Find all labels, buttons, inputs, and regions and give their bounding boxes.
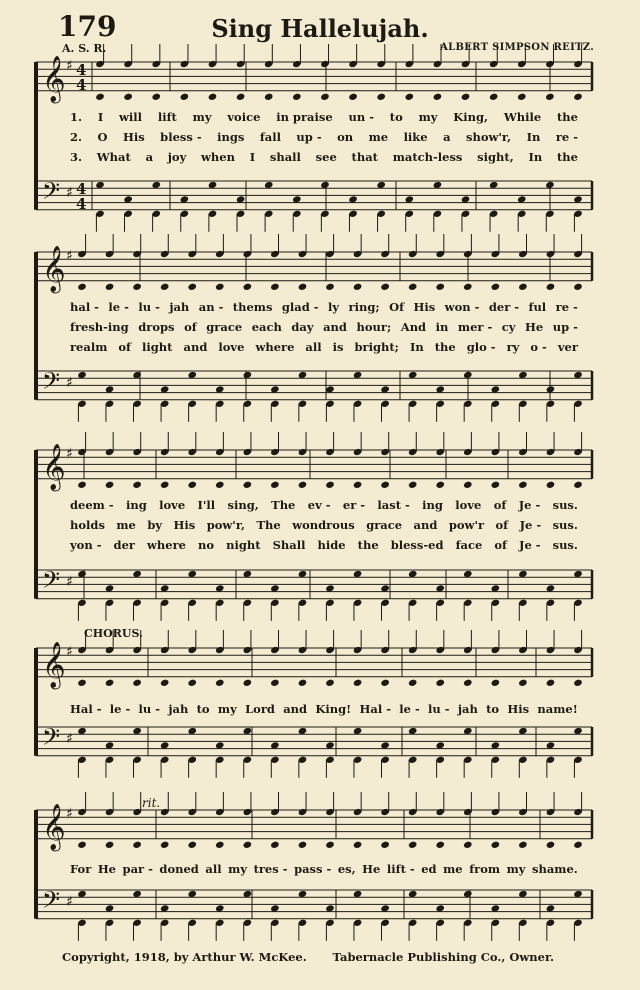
lyric-syllable: an - [198,300,224,314]
notehead [236,93,246,101]
notehead [491,841,501,849]
notehead [215,679,225,687]
lyric-syllable: won - [444,300,480,314]
lyric-syllable: the [357,538,379,552]
lyric-line-verse-3 [70,538,578,552]
notehead [187,841,197,849]
notehead [546,679,556,687]
notehead [380,679,390,687]
notehead [517,93,527,101]
lyric-syllable: ful [528,300,547,314]
notehead [123,93,133,101]
lyric-syllable: where [147,538,186,552]
lyric-syllable: King! [315,702,352,716]
lyric-syllable: when [201,150,235,164]
ritardando-mark: rit. [142,796,161,810]
lyric-syllable: par - [122,862,153,876]
lyric-syllable: fresh-ing [70,320,129,334]
lyric-syllable: shame. [532,862,578,876]
notehead [463,841,473,849]
lyric-syllable: my [418,110,438,124]
lyric-syllable: His [173,518,196,532]
notehead [353,283,363,291]
lyric-syllable: deem - [70,498,114,512]
lyric-syllable: ly [328,300,340,314]
lyric-syllable: He [362,862,381,876]
composer-name: ALBERT SIMPSON REITZ. [440,42,594,53]
notehead [408,283,418,291]
notehead [187,679,197,687]
lyric-syllable: 2. [70,130,83,144]
lyric-syllable: bless-ed [390,538,444,552]
lyric-syllable: He [525,320,544,334]
lyric-syllable: each [251,320,282,334]
treble-clef: 𝄞 [42,246,66,292]
notehead [215,481,225,489]
lyric-syllable: es, [337,862,356,876]
lyric-syllable: lu - [138,702,161,716]
lyric-syllable: King, [453,110,489,124]
notehead [573,93,583,101]
lyric-syllable: hal - [70,300,99,314]
lyric-syllable: realm [70,340,108,354]
lyric-syllable: me [443,862,463,876]
lyric-syllable: from [469,862,501,876]
notehead [435,481,445,489]
notehead [208,93,218,101]
lyric-syllable: love [218,340,245,354]
notehead [160,679,170,687]
notehead [461,93,471,101]
lyric-syllable: sing, [227,498,259,512]
lyric-syllable: sus. [552,498,578,512]
lyric-syllable: last - [377,498,410,512]
hymn-number: 179 [58,10,117,43]
notehead [463,283,473,291]
lyric-line-verse-2 [70,518,578,532]
lyric-syllable: of [495,518,509,532]
lyric-syllable: What [96,150,131,164]
lyric-syllable: my [228,862,248,876]
notehead [298,679,308,687]
notehead [491,679,501,687]
notehead [243,481,253,489]
notehead [160,841,170,849]
lyric-syllable: of [493,498,507,512]
notehead [298,481,308,489]
lyric-syllable: le - [399,702,420,716]
notehead [320,93,330,101]
lyric-syllable: a [145,150,154,164]
chorus-lyric-line [70,862,578,876]
lyric-syllable: up - [552,320,578,334]
lyric-syllable: While [503,110,542,124]
bass-clef: 𝄢 [42,367,61,400]
notehead [380,841,390,849]
lyric-syllable: my [217,702,237,716]
notehead [187,481,197,489]
lyric-syllable: no [198,538,215,552]
lyric-syllable: all [205,862,222,876]
notehead [408,841,418,849]
lyric-syllable: ing [422,498,443,512]
lyric-syllable: match-less [392,150,463,164]
lyric-line-verse-3 [70,150,578,164]
notehead [353,481,363,489]
lyric-syllable: In [526,130,541,144]
lyric-syllable: the [556,150,578,164]
lyric-syllable: and [323,320,347,334]
notehead [491,481,501,489]
lyric-syllable: love [159,498,186,512]
key-signature-sharp: ♯ [66,248,73,264]
key-signature-sharp: ♯ [66,644,73,660]
lyric-syllable: my [506,862,526,876]
lyric-syllable: wondrous [292,518,355,532]
lyric-syllable: in praise [276,110,333,124]
notehead [270,841,280,849]
lyric-syllable: sight, [477,150,514,164]
notehead [408,679,418,687]
notehead [489,93,499,101]
notehead [77,481,87,489]
lyric-syllable: re - [555,130,578,144]
notehead [405,93,415,101]
lyric-syllable: In [528,150,543,164]
lyric-syllable: the [557,110,578,124]
notehead [573,283,583,291]
lyric-syllable: drops [138,320,175,334]
lyric-syllable: cy [501,320,516,334]
key-signature-sharp: ♯ [66,446,73,462]
lyric-syllable: yon - [70,538,102,552]
lyric-syllable: lift [157,110,177,124]
lyric-syllable: Of [389,300,405,314]
lyric-syllable: tres - [253,862,288,876]
owner-notice: Tabernacle Publishing Co., Owner. [332,950,554,964]
lyric-syllable: glad - [281,300,319,314]
notehead [105,679,115,687]
lyric-syllable: mer - [457,320,493,334]
notehead [435,841,445,849]
lyric-syllable: and [283,702,308,716]
lyric-syllable: un - [348,110,374,124]
lyric-syllable: up - [296,130,322,144]
notehead [243,841,253,849]
lyric-syllable: O [97,130,108,144]
notehead [151,93,161,101]
notehead [325,481,335,489]
treble-clef: 𝄞 [42,642,66,688]
notehead [433,93,443,101]
lyric-syllable: ed [421,862,437,876]
lyric-syllable: sus. [552,538,578,552]
lyric-syllable: His [413,300,436,314]
key-signature-sharp: ♯ [66,58,73,74]
notehead [325,283,335,291]
notehead [435,679,445,687]
lyric-syllable: and [183,340,208,354]
notehead [180,93,190,101]
lyric-syllable: bright; [354,340,399,354]
lyric-line-verse-1 [70,498,578,512]
lyric-syllable: to [389,110,403,124]
notehead [353,679,363,687]
lyric-syllable: to [486,702,500,716]
lyric-syllable: 3. [70,150,83,164]
lyric-syllable: show'r, [465,130,512,144]
lyric-syllable: I [249,150,256,164]
lyric-syllable: name! [537,702,578,716]
lyric-syllable: der [113,538,135,552]
notehead [160,283,170,291]
lyric-syllable: thems [232,300,273,314]
lyric-syllable: lu - [428,702,450,716]
key-signature-sharp: ♯ [66,806,73,822]
lyric-syllable: der - [488,300,520,314]
notehead [132,283,142,291]
notehead [518,481,528,489]
lyric-syllable: glo - [466,340,496,354]
lyric-syllable: ings [217,130,245,144]
lyric-line-verse-3 [70,340,578,354]
lyric-syllable: to [196,702,210,716]
lyric-syllable: doned [159,862,199,876]
notehead [491,283,501,291]
notehead [573,841,583,849]
copyright-notice: Copyright, 1918, by Arthur W. McKee. [62,950,307,964]
lyric-syllable: Shall [272,538,306,552]
lyric-syllable: ring; [348,300,380,314]
lyric-syllable: o - [530,340,547,354]
notehead [518,841,528,849]
lyric-syllable: ing [125,498,147,512]
notehead [380,283,390,291]
notehead [77,841,87,849]
lyric-syllable: hide [317,538,346,552]
notehead [546,283,556,291]
notehead [325,679,335,687]
lyricist-initials: A. S. R. [62,42,107,55]
lyric-syllable: er - [342,498,366,512]
notehead [105,283,115,291]
lyric-syllable: jah [169,300,190,314]
lyric-syllable: where [255,340,295,354]
notehead [435,283,445,291]
notehead [95,93,105,101]
notehead [215,283,225,291]
lyric-syllable: Je - [518,498,541,512]
lyric-syllable: ev - [307,498,331,512]
lyric-syllable: a [443,130,451,144]
lyric-syllable: by [147,518,163,532]
notehead [243,679,253,687]
lyric-syllable: lift - [386,862,415,876]
lyric-syllable: Hal - [359,702,391,716]
lyric-syllable: me [368,130,389,144]
lyric-syllable: and [413,518,438,532]
notehead [292,93,302,101]
lyric-syllable: see [315,150,337,164]
lyric-syllable: like [403,130,428,144]
lyric-syllable: me [116,518,136,532]
notehead [132,481,142,489]
bass-clef: 𝄢 [42,723,61,756]
notehead [376,93,386,101]
notehead [325,841,335,849]
notehead [546,841,556,849]
lyric-syllable: holds [70,518,105,532]
lyric-line-verse-2 [70,320,578,334]
hymn-title: Sing Hallelujah. [211,14,429,43]
lyric-syllable: of [494,538,507,552]
notehead [105,841,115,849]
lyric-line-verse-1 [70,300,578,314]
lyric-syllable: Hal - [70,702,102,716]
notehead [546,481,556,489]
lyric-syllable: Lord [245,702,275,716]
lyric-syllable: 1. [70,110,83,124]
chorus-lyric-line [70,702,578,716]
lyric-syllable: For [70,862,92,876]
lyric-syllable: re - [555,300,578,314]
notehead [160,481,170,489]
lyric-syllable: grace [366,518,403,532]
lyric-syllable: will [119,110,143,124]
key-signature-sharp: ♯ [66,731,73,747]
lyric-syllable: shall [269,150,301,164]
lyric-syllable: bless - [160,130,202,144]
lyric-syllable: love [455,498,482,512]
notehead [187,283,197,291]
notehead [264,93,274,101]
lyric-syllable: joy [167,150,187,164]
bass-clef: 𝄢 [42,566,61,599]
notehead [270,283,280,291]
lyric-syllable: le - [108,300,129,314]
lyric-syllable: sus. [552,518,578,532]
lyric-syllable: hour; [356,320,392,334]
key-signature-sharp: ♯ [66,375,73,391]
notehead [132,841,142,849]
notehead [380,481,390,489]
lyric-syllable: The [271,498,296,512]
time-signature-top: 4 [76,180,87,198]
lyric-syllable: pow'r, [206,518,246,532]
treble-clef: 𝄞 [42,804,66,850]
lyric-syllable: His [507,702,530,716]
lyric-syllable: light [142,340,173,354]
notehead [545,93,555,101]
lyric-syllable: jah [168,702,189,716]
notehead [270,481,280,489]
time-signature-bottom: 4 [76,76,87,94]
lyric-syllable: all [305,340,322,354]
key-signature-sharp: ♯ [66,574,73,590]
lyric-syllable: fall [259,130,281,144]
treble-clef: 𝄞 [42,56,66,102]
notehead [243,283,253,291]
lyric-syllable: of [118,340,132,354]
lyric-syllable: le - [109,702,131,716]
notehead [132,679,142,687]
lyric-syllable: face [455,538,483,552]
lyric-syllable: grace [206,320,243,334]
key-signature-sharp: ♯ [66,185,73,201]
notehead [77,283,87,291]
notehead [518,283,528,291]
bass-clef: 𝄢 [42,177,61,210]
lyric-syllable: night [226,538,261,552]
treble-clef: 𝄞 [42,444,66,490]
notehead [270,679,280,687]
time-signature-top: 4 [76,61,87,79]
time-signature-bottom: 4 [76,195,87,213]
notehead [215,841,225,849]
notehead [348,93,358,101]
lyric-syllable: voice [227,110,261,124]
lyric-line-verse-2 [70,130,578,144]
lyric-syllable: the [434,340,456,354]
notehead [573,481,583,489]
lyric-syllable: Je - [519,518,542,532]
lyric-syllable: I [97,110,104,124]
notehead [298,283,308,291]
lyric-syllable: His [122,130,145,144]
notehead [573,679,583,687]
lyric-syllable: The [256,518,281,532]
bass-clef: 𝄢 [42,886,61,919]
lyric-syllable: ver [557,340,578,354]
notehead [463,481,473,489]
notehead [463,679,473,687]
lyric-syllable: I'll [197,498,216,512]
lyric-syllable: pow'r [448,518,485,532]
lyric-syllable: day [291,320,314,334]
lyric-syllable: of [184,320,197,334]
lyric-syllable: Je - [519,538,541,552]
notehead [408,481,418,489]
lyric-syllable: on [337,130,354,144]
notehead [353,841,363,849]
lyric-syllable: jah [457,702,478,716]
notehead [105,481,115,489]
notehead [298,841,308,849]
lyric-syllable: ry [506,340,520,354]
chorus-label: CHORUS. [84,627,143,640]
lyric-syllable: lu - [138,300,160,314]
lyric-syllable: And [400,320,427,334]
notehead [518,679,528,687]
lyric-line-verse-1 [70,110,578,124]
lyric-syllable: in [435,320,449,334]
lyric-syllable: He [97,862,116,876]
lyric-syllable: is [332,340,344,354]
lyric-syllable: In [409,340,424,354]
notehead [77,679,87,687]
lyric-syllable: my [192,110,212,124]
lyric-syllable: pass - [294,862,332,876]
key-signature-sharp: ♯ [66,894,73,910]
lyric-syllable: that [351,150,378,164]
